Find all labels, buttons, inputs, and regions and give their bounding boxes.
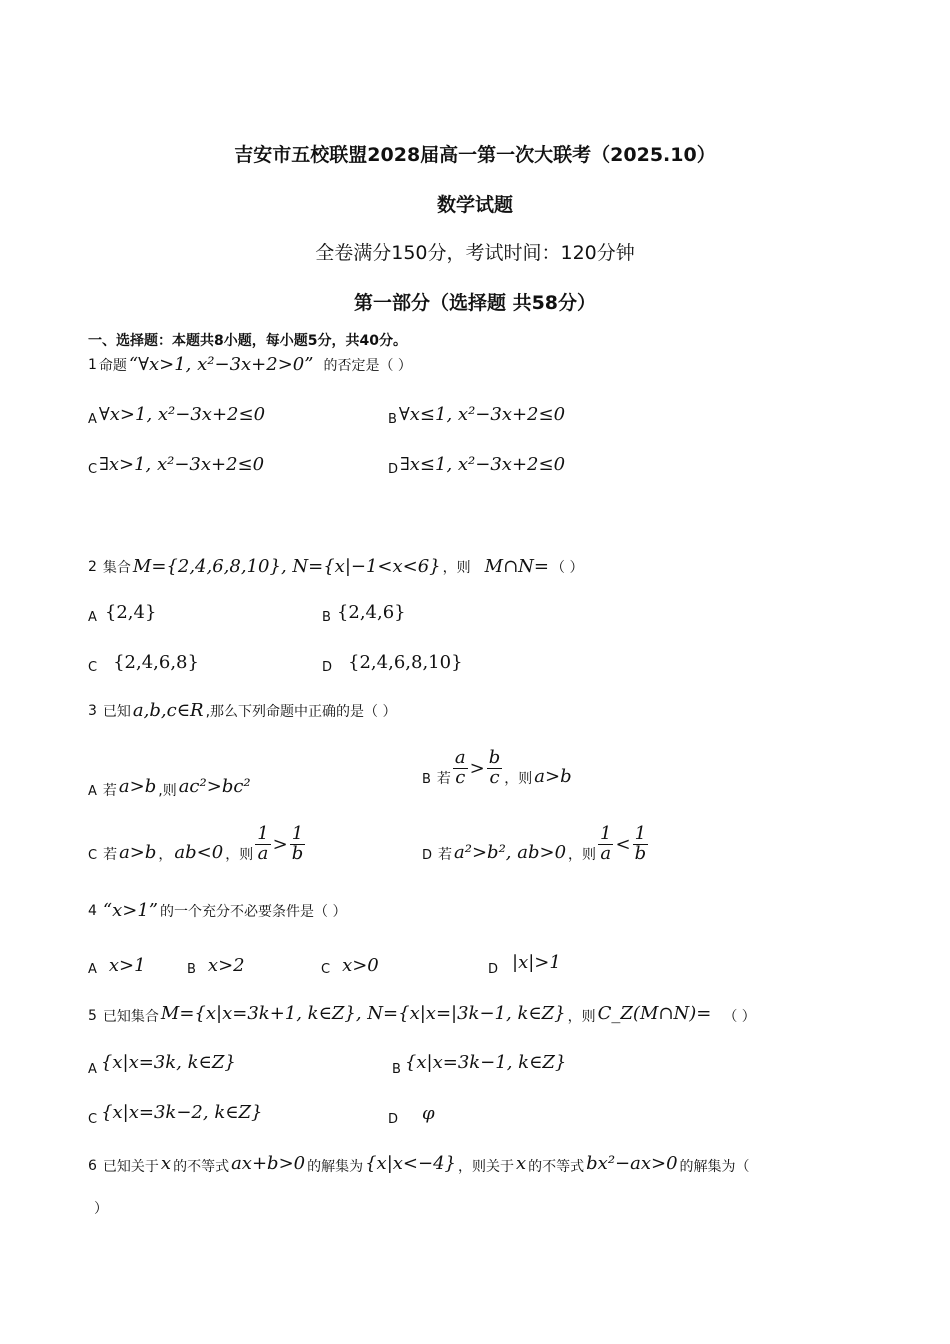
variable-x: x bbox=[160, 1152, 172, 1174]
question-formula: M={x|x=3k+1, k∈Z}, N={x|x=|3k−1, k∈Z} bbox=[160, 1002, 566, 1024]
q4-option-c[interactable] bbox=[321, 954, 379, 977]
comparison-sign: > bbox=[272, 833, 288, 855]
option-letter: B bbox=[388, 412, 397, 427]
question-2 bbox=[88, 556, 583, 577]
option-mid: ，则 bbox=[225, 847, 254, 863]
option-letter: B bbox=[422, 771, 431, 787]
option-formula: {2,4,6,8,10} bbox=[348, 652, 463, 673]
question-number: 6 bbox=[88, 1158, 97, 1174]
fraction-a-over-c: $\frac{a}{c}$ bbox=[454, 746, 466, 788]
option-formula: a>b bbox=[119, 841, 157, 863]
option-formula: ∀x>1, x²−3x+2≤0 bbox=[98, 404, 266, 425]
option-letter: D bbox=[488, 962, 499, 977]
option-letter: D bbox=[422, 847, 433, 863]
question-number: 5 bbox=[88, 1008, 97, 1024]
q1-option-b[interactable] bbox=[388, 402, 565, 427]
option-letter: B bbox=[187, 962, 196, 977]
option-mid: ，则 bbox=[504, 771, 533, 787]
fraction-1-over-b: $\frac{1}{b}$ bbox=[291, 822, 304, 864]
q5-option-c[interactable] bbox=[88, 1098, 263, 1127]
q2-option-d[interactable] bbox=[322, 650, 463, 675]
question-prefix: 命题 bbox=[98, 357, 127, 374]
question-mid: ，则 bbox=[567, 1009, 596, 1025]
question-suffix: ,那么下列命题中正确的是（ ） bbox=[205, 703, 397, 720]
option-letter: A bbox=[88, 962, 97, 977]
option-formula: {x|x=3k−1, k∈Z} bbox=[404, 1052, 567, 1073]
question-prefix: 集合 bbox=[102, 559, 131, 576]
question-number: 3 bbox=[88, 702, 97, 719]
question-4 bbox=[88, 900, 346, 921]
q3-option-a[interactable] bbox=[88, 772, 251, 800]
option-formula: {x|x=3k−2, k∈Z} bbox=[101, 1102, 263, 1123]
fraction-b-over-c: $\frac{b}{c}$ bbox=[488, 746, 501, 788]
question-prefix: 已知集合 bbox=[102, 1009, 159, 1025]
fraction-1-over-a: $\frac{1}{a}$ bbox=[600, 822, 612, 864]
question-suffix: （ ） bbox=[551, 559, 584, 576]
option-formula: ∃x>1, x²−3x+2≤0 bbox=[99, 454, 265, 475]
option-formula: {2,4,6,8} bbox=[113, 652, 199, 673]
q5-option-a[interactable] bbox=[88, 1048, 236, 1077]
option-prefix: 若 bbox=[436, 771, 451, 787]
q5-option-d[interactable] bbox=[388, 1100, 435, 1127]
question-text: ，则关于 bbox=[458, 1159, 514, 1175]
question-1 bbox=[88, 354, 412, 375]
option-prefix: 若 bbox=[103, 847, 118, 863]
comparison-sign: < bbox=[615, 833, 631, 855]
q3-option-d[interactable] bbox=[422, 824, 648, 864]
q2-option-c[interactable] bbox=[88, 650, 199, 675]
option-letter: D bbox=[388, 1112, 399, 1127]
subject-title: 数学试题 bbox=[436, 194, 513, 216]
option-formula: ∃x≤1, x²−3x+2≤0 bbox=[400, 454, 566, 475]
option-formula-2: ab<0 bbox=[174, 841, 224, 863]
fraction-1-over-a: $\frac{1}{a}$ bbox=[257, 822, 269, 864]
q3-option-c[interactable] bbox=[88, 824, 305, 864]
question-text: 的不等式 bbox=[173, 1159, 230, 1175]
option-letter: C bbox=[321, 962, 331, 977]
option-letter: A bbox=[88, 1062, 97, 1077]
option-letter: D bbox=[322, 660, 333, 675]
q5-option-b[interactable] bbox=[392, 1048, 566, 1077]
option-letter: B bbox=[322, 610, 331, 625]
option-formula-2: ac²>bc² bbox=[178, 775, 251, 797]
exam-title: 吉安市五校联盟2028届高一第一次大联考（2025.10） bbox=[234, 144, 716, 166]
part-title: 第一部分（选择题 共58分） bbox=[353, 292, 597, 314]
question-text: 已知关于 bbox=[102, 1159, 159, 1175]
question-3 bbox=[88, 700, 396, 721]
option-formula: {2,4,6} bbox=[336, 602, 406, 623]
option-formula: φ bbox=[422, 1103, 435, 1124]
option-separator: ， bbox=[158, 847, 173, 863]
variable-x: x bbox=[516, 1152, 527, 1174]
option-mid: ，则 bbox=[568, 847, 597, 863]
question-formula-2: M∩N= bbox=[484, 556, 549, 577]
q2-option-a[interactable] bbox=[88, 600, 156, 625]
option-formula: a>b bbox=[534, 765, 572, 787]
question-number: 2 bbox=[88, 558, 97, 575]
option-mid: ,则 bbox=[158, 783, 177, 799]
question-6 bbox=[88, 1150, 750, 1176]
option-letter: C bbox=[88, 660, 98, 675]
q3-option-b[interactable] bbox=[422, 748, 572, 788]
option-letter: A bbox=[88, 412, 97, 427]
question-prefix: 已知 bbox=[102, 703, 131, 720]
option-prefix: 若 bbox=[438, 847, 453, 863]
question-text: 的不等式 bbox=[528, 1159, 585, 1175]
question-formula-2: {x|x<−4} bbox=[365, 1152, 456, 1174]
option-letter: D bbox=[388, 462, 399, 477]
option-formula: {2,4} bbox=[104, 602, 157, 623]
question-mid: ，则 bbox=[442, 559, 471, 576]
question-number: 1 bbox=[88, 356, 97, 373]
option-formula: x>2 bbox=[207, 955, 245, 976]
option-formula: a²>b², ab>0 bbox=[454, 841, 567, 863]
q1-option-d[interactable] bbox=[388, 452, 565, 477]
q4-option-d[interactable] bbox=[488, 948, 561, 977]
option-formula: {x|x=3k, k∈Z} bbox=[100, 1052, 236, 1073]
q4-option-b[interactable] bbox=[187, 954, 245, 977]
option-letter: A bbox=[88, 610, 97, 625]
option-letter: C bbox=[88, 847, 98, 863]
question-formula: “∀x>1, x²−3x+2>0” bbox=[128, 354, 314, 375]
question-6-close-paren: ） bbox=[94, 1201, 108, 1217]
fraction-1-over-b: $\frac{1}{b}$ bbox=[634, 822, 647, 864]
option-formula: x>1 bbox=[108, 955, 146, 976]
comparison-sign: > bbox=[469, 757, 485, 779]
option-letter: A bbox=[88, 783, 97, 799]
question-formula: ax+b>0 bbox=[231, 1152, 306, 1174]
question-number: 4 bbox=[88, 902, 97, 919]
option-formula: x>0 bbox=[342, 955, 379, 976]
option-prefix: 若 bbox=[102, 783, 117, 799]
question-formula: a,b,c∈R bbox=[132, 700, 204, 721]
section-heading: 一、选择题：本题共8小题，每小题5分，共40分。 bbox=[88, 333, 407, 349]
exam-info: 全卷满分150分，考试时间：120分钟 bbox=[315, 242, 635, 264]
option-letter: C bbox=[88, 462, 98, 477]
q4-option-a[interactable] bbox=[88, 954, 146, 977]
question-suffix: 的否定是（ ） bbox=[323, 357, 412, 374]
option-formula: ∀x≤1, x²−3x+2≤0 bbox=[398, 404, 566, 425]
question-formula-3: bx²−ax>0 bbox=[586, 1152, 678, 1174]
option-letter: C bbox=[88, 1112, 98, 1127]
question-5 bbox=[88, 1000, 756, 1026]
question-suffix: 的一个充分不必要条件是（ ） bbox=[160, 903, 347, 920]
option-letter: B bbox=[392, 1062, 401, 1077]
q1-option-a[interactable] bbox=[88, 402, 265, 427]
question-suffix: （ ） bbox=[723, 1009, 756, 1025]
question-formula: M={2,4,6,8,10}, N={x|−1<x<6} bbox=[132, 556, 441, 577]
question-formula-2: C_Z(M∩N)= bbox=[597, 1002, 712, 1024]
q2-option-b[interactable] bbox=[322, 600, 406, 625]
q1-option-c[interactable] bbox=[88, 452, 264, 477]
question-text: 的解集为 bbox=[307, 1159, 364, 1175]
option-formula: a>b bbox=[118, 775, 157, 797]
question-text: 的解集为（ bbox=[679, 1159, 750, 1175]
question-formula: “x>1” bbox=[102, 900, 159, 921]
option-formula: |x|>1 bbox=[512, 952, 561, 973]
